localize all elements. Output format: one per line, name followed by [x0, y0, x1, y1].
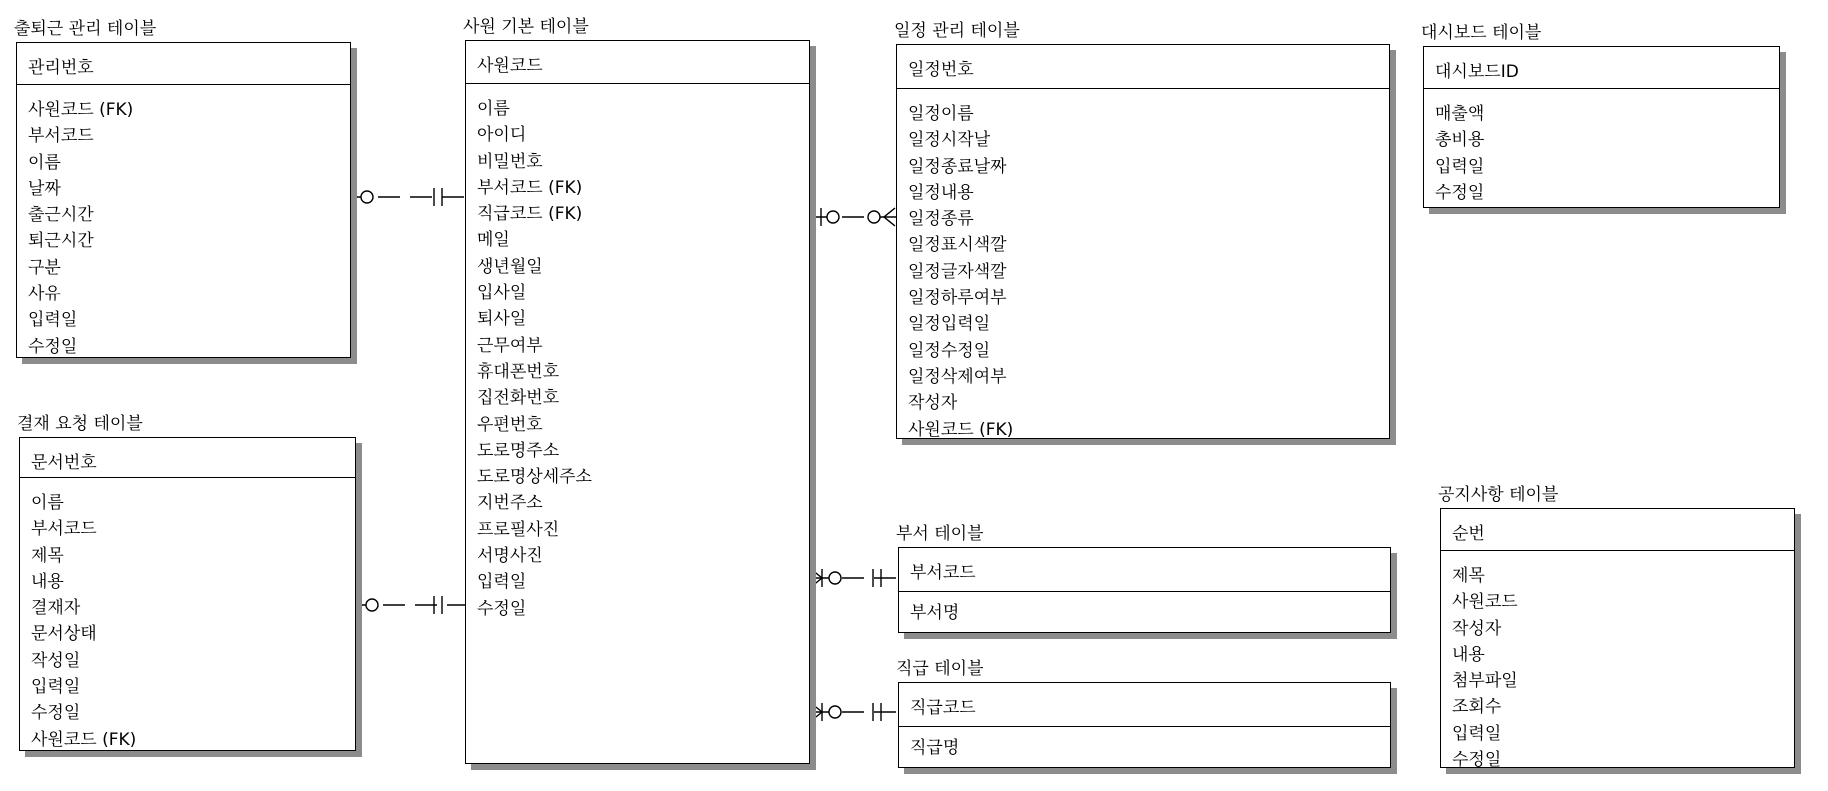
primary-key: 직급코드	[899, 683, 1390, 727]
entity-dashboard[interactable]	[1421, 23, 1780, 208]
attribute: 첨부파일	[1452, 671, 1518, 692]
attribute: 사원코드 (FK)	[28, 100, 134, 120]
attribute: 일정글자색깔	[908, 261, 1007, 282]
entity-title: 일정 관리 테이블	[894, 21, 1020, 41]
attribute: 일정종류	[908, 209, 974, 230]
attribute: 직급명	[910, 738, 960, 758]
entity-schedule[interactable]	[894, 21, 1390, 440]
entity-title: 공지사항 테이블	[1438, 485, 1559, 505]
attribute: 일정이름	[908, 104, 974, 124]
attribute-list	[1424, 89, 1779, 206]
attribute: 수정일	[1435, 182, 1485, 203]
primary-key: 부서코드	[899, 548, 1390, 592]
attribute: 퇴사일	[477, 309, 527, 330]
attribute: 날짜	[28, 178, 61, 199]
entity-title: 결재 요청 테이블	[17, 414, 143, 434]
attribute-list	[20, 478, 355, 753]
attribute: 퇴근시간	[28, 231, 94, 252]
entity-employee[interactable]	[463, 17, 810, 764]
attribute: 수정일	[477, 598, 527, 619]
attribute: 내용	[1452, 644, 1485, 665]
relationship-department-employee	[810, 569, 898, 587]
attribute: 부서코드 (FK)	[477, 177, 583, 198]
attribute: 입력일	[31, 677, 81, 698]
relationship-employee-schedule	[810, 208, 896, 226]
attribute: 일정삭제여부	[908, 366, 1007, 387]
primary-key: 대시보드ID	[1424, 47, 1779, 89]
primary-key: 사원코드	[466, 41, 809, 84]
entity-notice[interactable]	[1438, 485, 1795, 771]
attribute: 일정내용	[908, 182, 974, 203]
attribute: 총비용	[1435, 130, 1485, 151]
primary-key: 순번	[1441, 509, 1794, 551]
attribute: 사원코드 (FK)	[31, 729, 137, 750]
attribute: 이름	[477, 99, 510, 119]
attribute: 입력일	[1435, 156, 1485, 177]
attribute: 도로명상세주소	[477, 467, 592, 488]
primary-key: 일정번호	[897, 45, 1389, 89]
attribute: 조회수	[1452, 697, 1502, 718]
attribute: 근무여부	[477, 335, 543, 356]
attribute: 내용	[31, 571, 64, 592]
relationship-employee-approval	[351, 596, 465, 614]
entity-title: 출퇴근 관리 테이블	[14, 19, 157, 39]
attribute: 입력일	[1452, 723, 1502, 744]
attribute: 사유	[28, 284, 61, 305]
attribute: 우편번호	[477, 414, 543, 435]
attribute: 비밀번호	[477, 151, 543, 172]
primary-key: 문서번호	[20, 438, 355, 478]
attribute: 이름	[28, 152, 61, 173]
attribute: 사원코드 (FK)	[908, 419, 1014, 440]
attribute: 수정일	[28, 336, 78, 357]
attribute: 일정종료날짜	[908, 156, 1007, 177]
attribute: 생년월일	[477, 256, 543, 277]
entity-title: 사원 기본 테이블	[463, 17, 589, 37]
attribute: 출근시간	[28, 205, 94, 226]
attribute: 제목	[31, 545, 64, 566]
entity-title: 직급 테이블	[896, 659, 984, 679]
attribute: 입사일	[477, 283, 527, 304]
attribute: 부서코드	[28, 126, 94, 147]
attribute: 구분	[28, 257, 61, 278]
entity-attendance[interactable]	[14, 19, 351, 358]
attribute-list	[466, 84, 809, 622]
attribute: 일정수정일	[908, 340, 991, 361]
attribute: 직급코드 (FK)	[477, 204, 583, 225]
attribute: 작성자	[908, 393, 958, 414]
attribute: 아이디	[477, 125, 527, 146]
attribute: 일정하루여부	[908, 288, 1007, 309]
attribute: 도로명주소	[477, 440, 560, 461]
attribute: 프로필사진	[477, 519, 560, 540]
entity-position[interactable]	[896, 659, 1391, 768]
attribute: 휴대폰번호	[477, 361, 560, 382]
relationship-employee-attendance	[346, 188, 465, 206]
attribute: 매출액	[1435, 104, 1485, 124]
attribute: 부서코드	[31, 519, 97, 540]
attribute-list	[1441, 551, 1794, 773]
attribute: 일정입력일	[908, 314, 991, 335]
attribute: 메일	[477, 230, 510, 251]
primary-key: 관리번호	[17, 43, 350, 85]
entity-approval[interactable]	[17, 414, 356, 751]
attribute-list	[897, 89, 1389, 443]
attribute: 수정일	[31, 703, 81, 724]
attribute: 입력일	[28, 310, 78, 331]
relationship-position-employee	[810, 703, 898, 721]
attribute: 결재자	[31, 598, 81, 619]
attribute: 작성자	[1452, 618, 1502, 639]
entity-title: 부서 테이블	[896, 524, 984, 544]
attribute: 집전화번호	[477, 388, 560, 409]
attribute: 지번주소	[477, 493, 543, 514]
attribute: 부서명	[910, 603, 960, 623]
attribute: 작성일	[31, 650, 81, 671]
attribute: 사원코드	[1452, 592, 1518, 613]
attribute: 문서상태	[31, 624, 97, 645]
entity-title: 대시보드 테이블	[1421, 23, 1542, 43]
attribute-list	[17, 85, 350, 360]
attribute: 일정시작날	[908, 130, 991, 151]
attribute-list	[899, 592, 1390, 626]
attribute: 서명사진	[477, 546, 543, 567]
attribute: 일정표시색깔	[908, 235, 1007, 256]
entity-department[interactable]	[896, 524, 1391, 633]
attribute: 수정일	[1452, 750, 1502, 771]
attribute: 제목	[1452, 566, 1485, 586]
attribute: 입력일	[477, 572, 527, 593]
attribute: 이름	[31, 493, 64, 513]
attribute-list	[899, 727, 1390, 761]
